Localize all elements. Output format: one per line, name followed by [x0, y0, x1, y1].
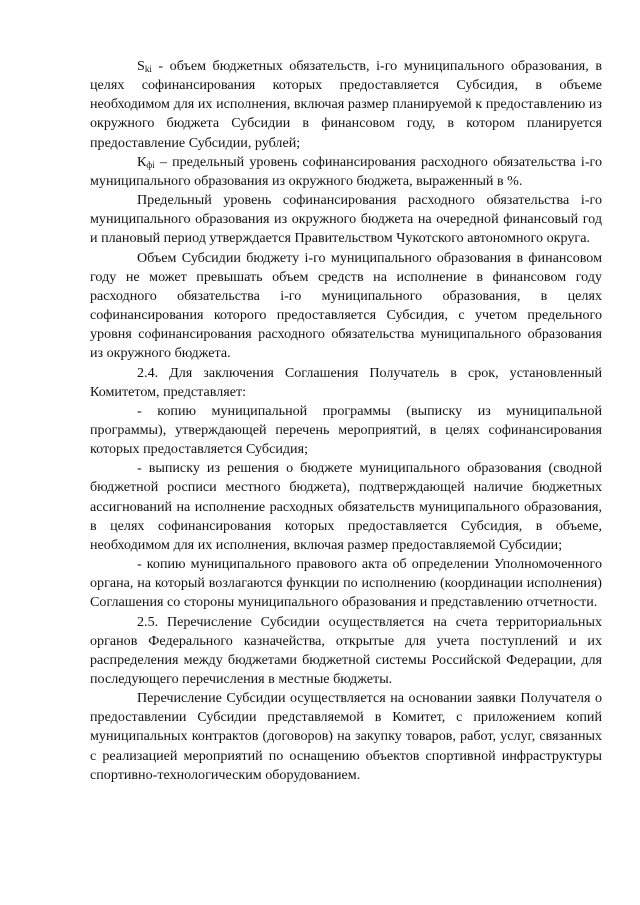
symbol-base: К [137, 153, 147, 170]
symbol-subscript: ki [144, 64, 152, 74]
document-page [90, 57, 602, 785]
paragraph-2-5: 2.5. Перечисление Субсидии осуществляется на счета территориальных органов Федерального казначейства, открытые для учета поступлений и их распределения между бюджетами бюджетной системы Российской Федерации, для последующего перечисления в местные бюджеты. [90, 613, 602, 687]
list-item-budget-extract: - выписку из решения о бюджете муниципального образования (сводной бюджетной росписи местного бюджета), подтверждающей наличие бюджетных ассигнований на исполнение расходных обязательств муниципального образования, в целях софинансирования которых предоставляется Субсидия, в объеме, необходимом для их исполнения, включая размер предоставляемой Субсидии; [90, 460, 602, 553]
definition-ski [90, 57, 602, 153]
list-item-program-copy: - копию муниципальной программы (выписку из муниципальной программы), утверждающей перечень мероприятий, в целях софинансирования которых предоставляется Субсидия; [90, 402, 602, 458]
definition-text: – предельный уровень софинансирования расходного обязательства i-го муниципального образования из окружного бюджета, выраженный в %. [90, 153, 602, 189]
symbol-k-fi [137, 154, 155, 170]
paragraph-cofinancing-limit: Предельный уровень софинансирования расходного обязательства i-го муниципального образования из окружного бюджета на очередной финансовый год и плановый период утверждается Правительством Чукотского автономного округа. [90, 192, 602, 247]
paragraph-2-4: 2.4. Для заключения Соглашения Получатель в срок, установленный Комитетом, представляет: [90, 364, 602, 400]
definition-kfi [90, 153, 602, 191]
symbol-subscript: фi [146, 159, 155, 170]
paragraph-transfer-basis: Перечисление Субсидии осуществляется на основании заявки Получателя о предоставлении Субсидии представляемой в Комитет, с приложением копий муниципальных контрактов (договоров) на закупку товаров, работ, услуг, связанных с реализацией мероприятий по оснащению объектов спортивной инфраструктуры спортивно-технологическим оборудованием. [90, 690, 602, 783]
definition-text: - объем бюджетных обязательств, i-го муниципального образования, в целях софинансирования которых предоставляется Субсидия, в объеме необходимом для их исполнения, включая размер планируемой к предоставлению из окружного бюджета Субсидии в финансовом году, в котором планируется предоставление Субсидии, рублей; [90, 58, 602, 151]
list-item-legal-act-copy: - копию муниципального правового акта об определении Уполномоченного органа, на который возлагаются функции по исполнению (координации исполнения) Соглашения со стороны муниципального образования и представлению отчетности. [90, 556, 602, 611]
symbol-base: S [137, 58, 145, 74]
paragraph-subsidy-volume: Объем Субсидии бюджету i-го муниципального образования в финансовом году не может превышать объем средств на исполнение в финансовом году расходного обязательства i-го муниципального образования, в целях софинансирования которого предоставляется Субсидия, с учетом предельного уровня софинансирования расходного обязательства муниципального образования из окружного бюджета. [90, 249, 602, 362]
symbol-s-ki [137, 58, 152, 74]
